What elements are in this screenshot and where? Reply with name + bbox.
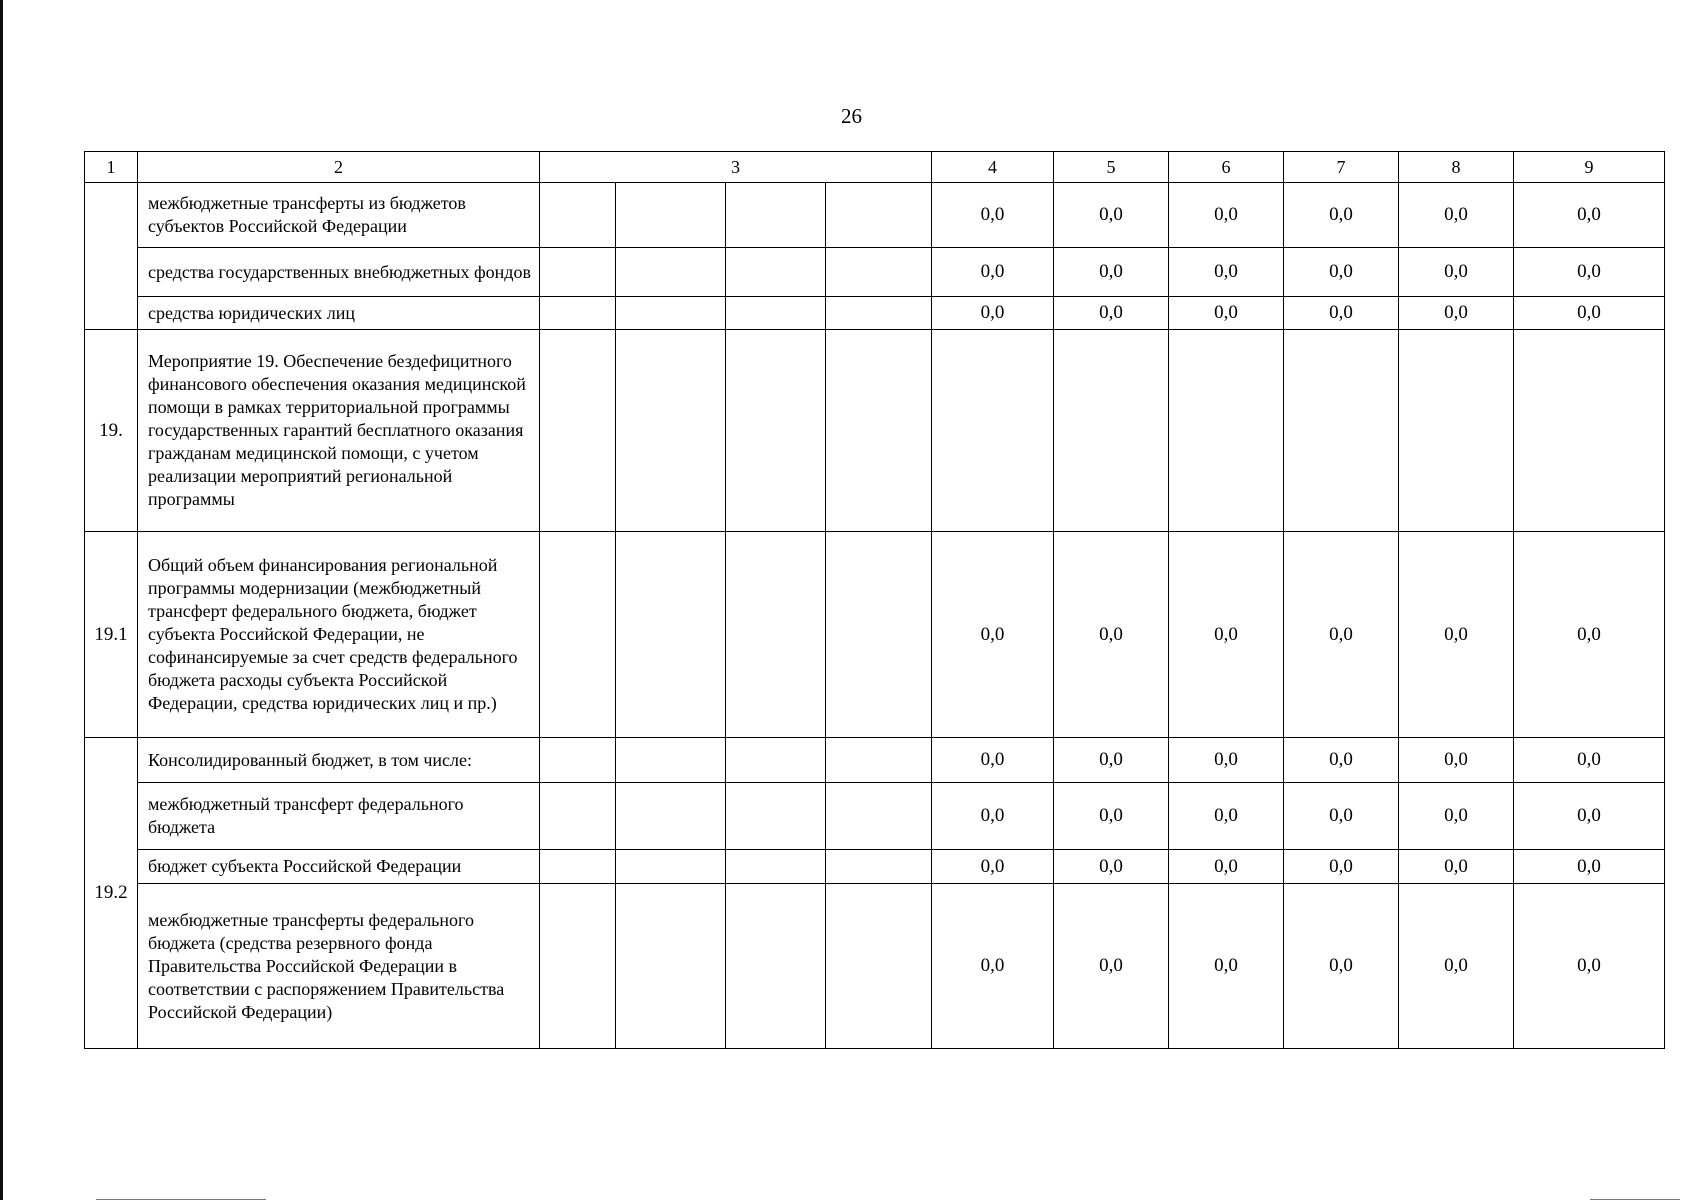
empty-cell [726, 884, 826, 1049]
value-cell: 0,0 [1514, 884, 1665, 1049]
empty-cell [540, 884, 616, 1049]
value-cell: 0,0 [1054, 850, 1169, 884]
header-cell: 7 [1284, 152, 1399, 183]
value-cell: 0,0 [1514, 297, 1665, 330]
value-cell: 0,0 [1169, 738, 1284, 783]
empty-cell [616, 850, 726, 884]
table-row [85, 532, 1665, 738]
value-cell: 0,0 [1054, 783, 1169, 850]
empty-cell [826, 330, 932, 532]
table-header-row [85, 152, 1665, 183]
value-cell: 0,0 [1284, 783, 1399, 850]
empty-cell [540, 183, 616, 248]
empty-cell [540, 738, 616, 783]
empty-cell [826, 297, 932, 330]
header-cell: 9 [1514, 152, 1665, 183]
value-cell [1169, 330, 1284, 532]
header-cell: 2 [138, 152, 540, 183]
header-cell: 1 [85, 152, 138, 183]
empty-cell [726, 738, 826, 783]
scan-left-edge [0, 0, 3, 1200]
row-description: Общий объем финансирования региональной программы модернизации (межбюджетный трансферт федерального бюджета, бюджет субъекта Российской Федерации, не софинансируемые за счет средств федерального бюджета расходы субъекта Российской Федерации, средства юридических лиц и пр.) [138, 532, 540, 738]
value-cell: 0,0 [932, 297, 1054, 330]
value-cell: 0,0 [1284, 884, 1399, 1049]
empty-cell [826, 783, 932, 850]
empty-cell [726, 297, 826, 330]
empty-cell [616, 783, 726, 850]
value-cell: 0,0 [1169, 783, 1284, 850]
value-cell: 0,0 [1284, 248, 1399, 297]
empty-cell [616, 248, 726, 297]
value-cell: 0,0 [1284, 297, 1399, 330]
value-cell: 0,0 [932, 850, 1054, 884]
value-cell: 0,0 [1284, 738, 1399, 783]
empty-cell [726, 183, 826, 248]
empty-cell [616, 297, 726, 330]
empty-cell [540, 783, 616, 850]
value-cell: 0,0 [1514, 248, 1665, 297]
empty-cell [540, 532, 616, 738]
empty-cell [616, 330, 726, 532]
budget-table [84, 151, 1665, 1049]
empty-cell [726, 783, 826, 850]
row-number-cell: 19. [85, 330, 138, 532]
value-cell: 0,0 [1399, 884, 1514, 1049]
value-cell: 0,0 [932, 738, 1054, 783]
value-cell: 0,0 [1169, 884, 1284, 1049]
page-number: 26 [841, 104, 862, 128]
row-description: межбюджетный трансферт федерального бюджета [138, 783, 540, 850]
row-description: межбюджетные трансферты федерального бюджета (средства резервного фонда Правительства Российской Федерации в соответствии с распоряжением Правительства Российской Федерации) [138, 884, 540, 1049]
value-cell: 0,0 [1284, 183, 1399, 248]
empty-cell [826, 248, 932, 297]
row-number-cell: 19.2 [85, 738, 138, 1049]
value-cell [1054, 330, 1169, 532]
header-cell: 3 [540, 152, 932, 183]
empty-cell [826, 183, 932, 248]
table-row [85, 738, 1665, 783]
value-cell: 0,0 [932, 248, 1054, 297]
table-row [85, 248, 1665, 297]
value-cell: 0,0 [1054, 248, 1169, 297]
empty-cell [826, 738, 932, 783]
row-description: межбюджетные трансферты из бюджетов субъектов Российской Федерации [138, 183, 540, 248]
value-cell: 0,0 [1399, 248, 1514, 297]
empty-cell [726, 532, 826, 738]
table-row [85, 850, 1665, 884]
table-row [85, 884, 1665, 1049]
row-number-cell [85, 183, 138, 330]
value-cell: 0,0 [932, 532, 1054, 738]
empty-cell [726, 330, 826, 532]
value-cell: 0,0 [1399, 738, 1514, 783]
header-cell: 5 [1054, 152, 1169, 183]
value-cell [932, 330, 1054, 532]
value-cell: 0,0 [932, 884, 1054, 1049]
row-description: Консолидированный бюджет, в том числе: [138, 738, 540, 783]
table-row [85, 783, 1665, 850]
header-cell: 8 [1399, 152, 1514, 183]
table-row [85, 330, 1665, 532]
value-cell: 0,0 [1514, 783, 1665, 850]
row-description: бюджет субъекта Российской Федерации [138, 850, 540, 884]
value-cell: 0,0 [1054, 297, 1169, 330]
value-cell: 0,0 [1284, 532, 1399, 738]
empty-cell [540, 330, 616, 532]
value-cell: 0,0 [1514, 738, 1665, 783]
empty-cell [540, 297, 616, 330]
value-cell: 0,0 [1169, 850, 1284, 884]
row-number-cell: 19.1 [85, 532, 138, 738]
value-cell: 0,0 [1054, 183, 1169, 248]
empty-cell [616, 738, 726, 783]
value-cell: 0,0 [1169, 248, 1284, 297]
value-cell: 0,0 [1169, 297, 1284, 330]
empty-cell [826, 850, 932, 884]
value-cell: 0,0 [1399, 532, 1514, 738]
empty-cell [726, 248, 826, 297]
value-cell: 0,0 [1514, 183, 1665, 248]
value-cell [1514, 330, 1665, 532]
empty-cell [540, 248, 616, 297]
value-cell: 0,0 [1399, 850, 1514, 884]
empty-cell [616, 183, 726, 248]
value-cell: 0,0 [932, 183, 1054, 248]
value-cell: 0,0 [1514, 850, 1665, 884]
value-cell: 0,0 [1514, 532, 1665, 738]
header-cell: 4 [932, 152, 1054, 183]
empty-cell [540, 850, 616, 884]
row-description: средства государственных внебюджетных фондов [138, 248, 540, 297]
value-cell: 0,0 [1399, 297, 1514, 330]
value-cell: 0,0 [1169, 183, 1284, 248]
empty-cell [826, 532, 932, 738]
value-cell: 0,0 [1169, 532, 1284, 738]
value-cell: 0,0 [1284, 850, 1399, 884]
row-description: средства юридических лиц [138, 297, 540, 330]
value-cell: 0,0 [1054, 738, 1169, 783]
value-cell: 0,0 [1399, 183, 1514, 248]
value-cell: 0,0 [1399, 783, 1514, 850]
empty-cell [726, 850, 826, 884]
value-cell: 0,0 [1054, 884, 1169, 1049]
empty-cell [616, 884, 726, 1049]
value-cell: 0,0 [1054, 532, 1169, 738]
empty-cell [616, 532, 726, 738]
table-row [85, 297, 1665, 330]
table-row [85, 183, 1665, 248]
header-cell: 6 [1169, 152, 1284, 183]
value-cell [1399, 330, 1514, 532]
value-cell [1284, 330, 1399, 532]
empty-cell [826, 884, 932, 1049]
value-cell: 0,0 [932, 783, 1054, 850]
row-description: Мероприятие 19. Обеспечение бездефицитного финансового обеспечения оказания медицинской помощи в рамках территориальной программы государственных гарантий бесплатного оказания гражданам медицинской помощи, с учетом реализации мероприятий региональной программы [138, 330, 540, 532]
